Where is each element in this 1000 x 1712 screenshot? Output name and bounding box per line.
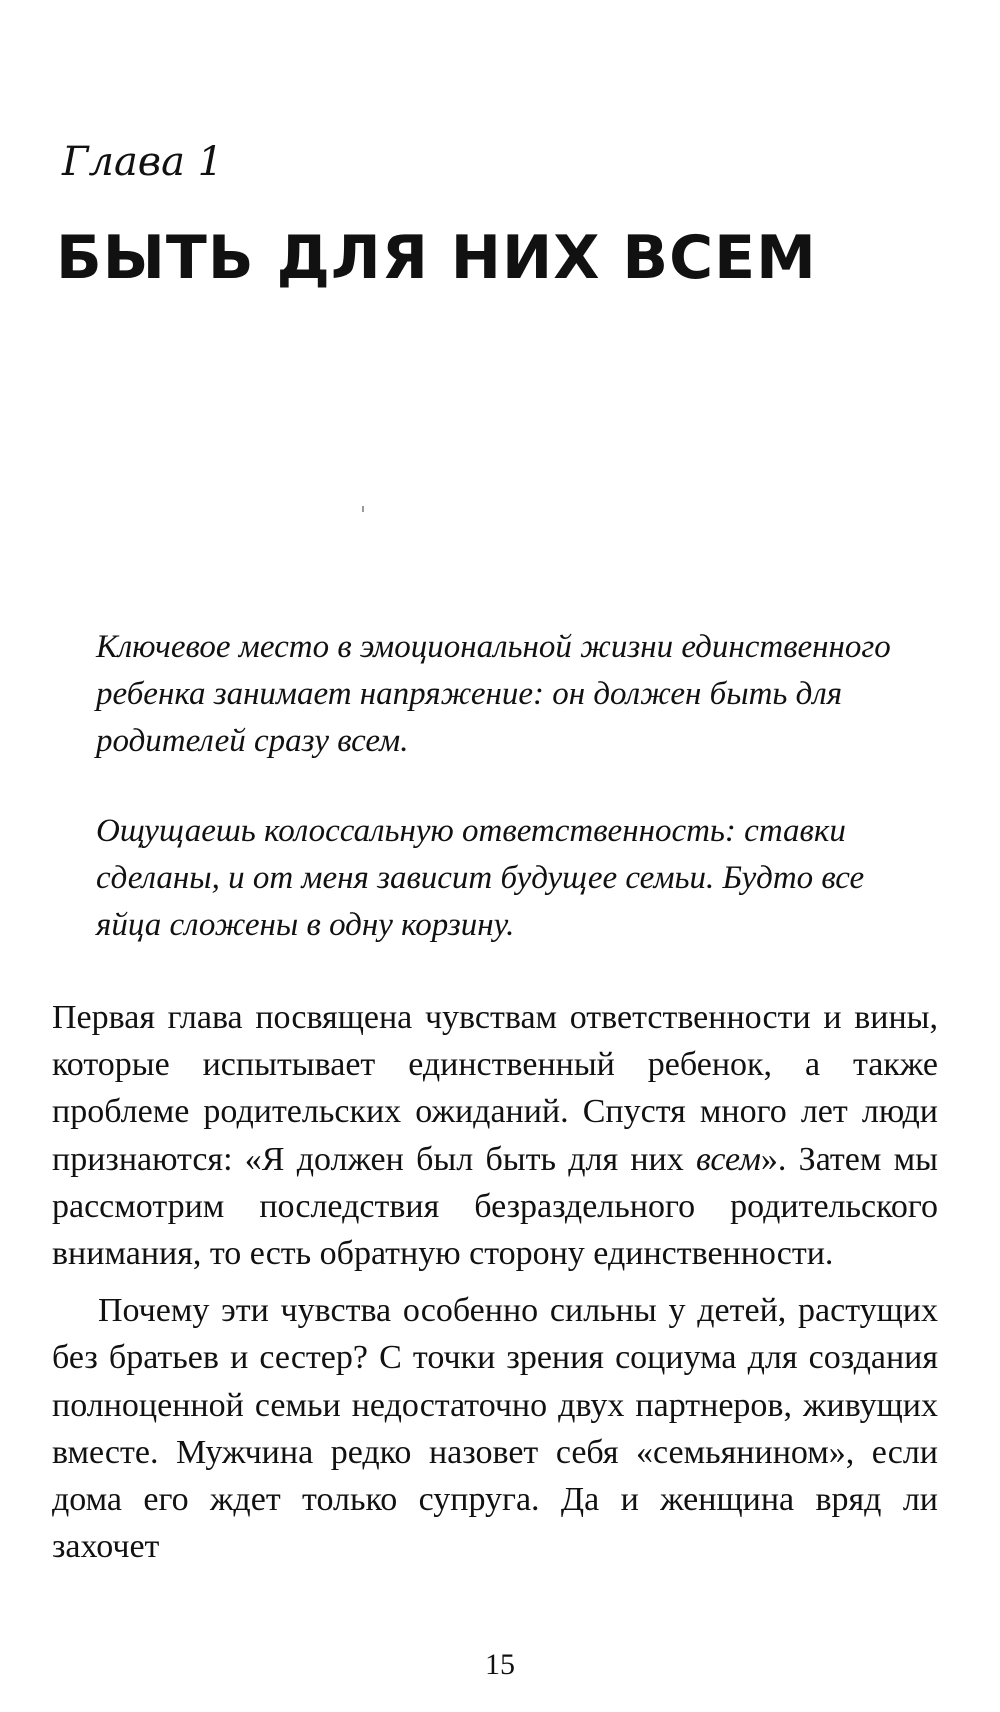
body-text-run: Первая глава посвящена чувствам ответственности и вины, которые испытывает единственный ребенок, а также проблеме родительских ожиданий. Спустя много лет люди признаются: «Я должен был быть для них (52, 999, 938, 1178)
epigraph-paragraph: Ключевое место в эмоциональной жизни единственного ребенка занимает напряжение: он должен быть для родителей сразу всем. (96, 629, 891, 759)
body-paragraph: Почему эти чувства особенно сильны у детей, растущих без братьев и сестер? С точки зрения социума для создания полноценной семьи недостаточно двух партнеров, живущих вместе. Мужчина редко назовет себя «семьянином», если дома его ждет только супруга. Да и женщина вряд ли захочет (52, 1292, 938, 1566)
epigraph-paragraph: Ощущаешь колоссальную ответственность: ставки сделаны, и от меня зависит будущее семьи. Будто все яйца сложены в одну корзину. (96, 813, 865, 943)
emphasized-word: всем (696, 1140, 761, 1178)
body-text (52, 994, 938, 1570)
chapter-label: Глава 1 (62, 139, 224, 185)
body-paragraph (52, 994, 938, 1277)
body-text-run: ». Затем мы рассмотрим последствия безраздельного родительского внимания, то есть обратную сторону единственности. (52, 1140, 938, 1273)
page-number: 15 (485, 1648, 515, 1681)
scan-speck (362, 506, 364, 512)
chapter-title: БЫТЬ ДЛЯ НИХ ВСЕМ (56, 223, 817, 293)
epigraph (96, 624, 936, 949)
